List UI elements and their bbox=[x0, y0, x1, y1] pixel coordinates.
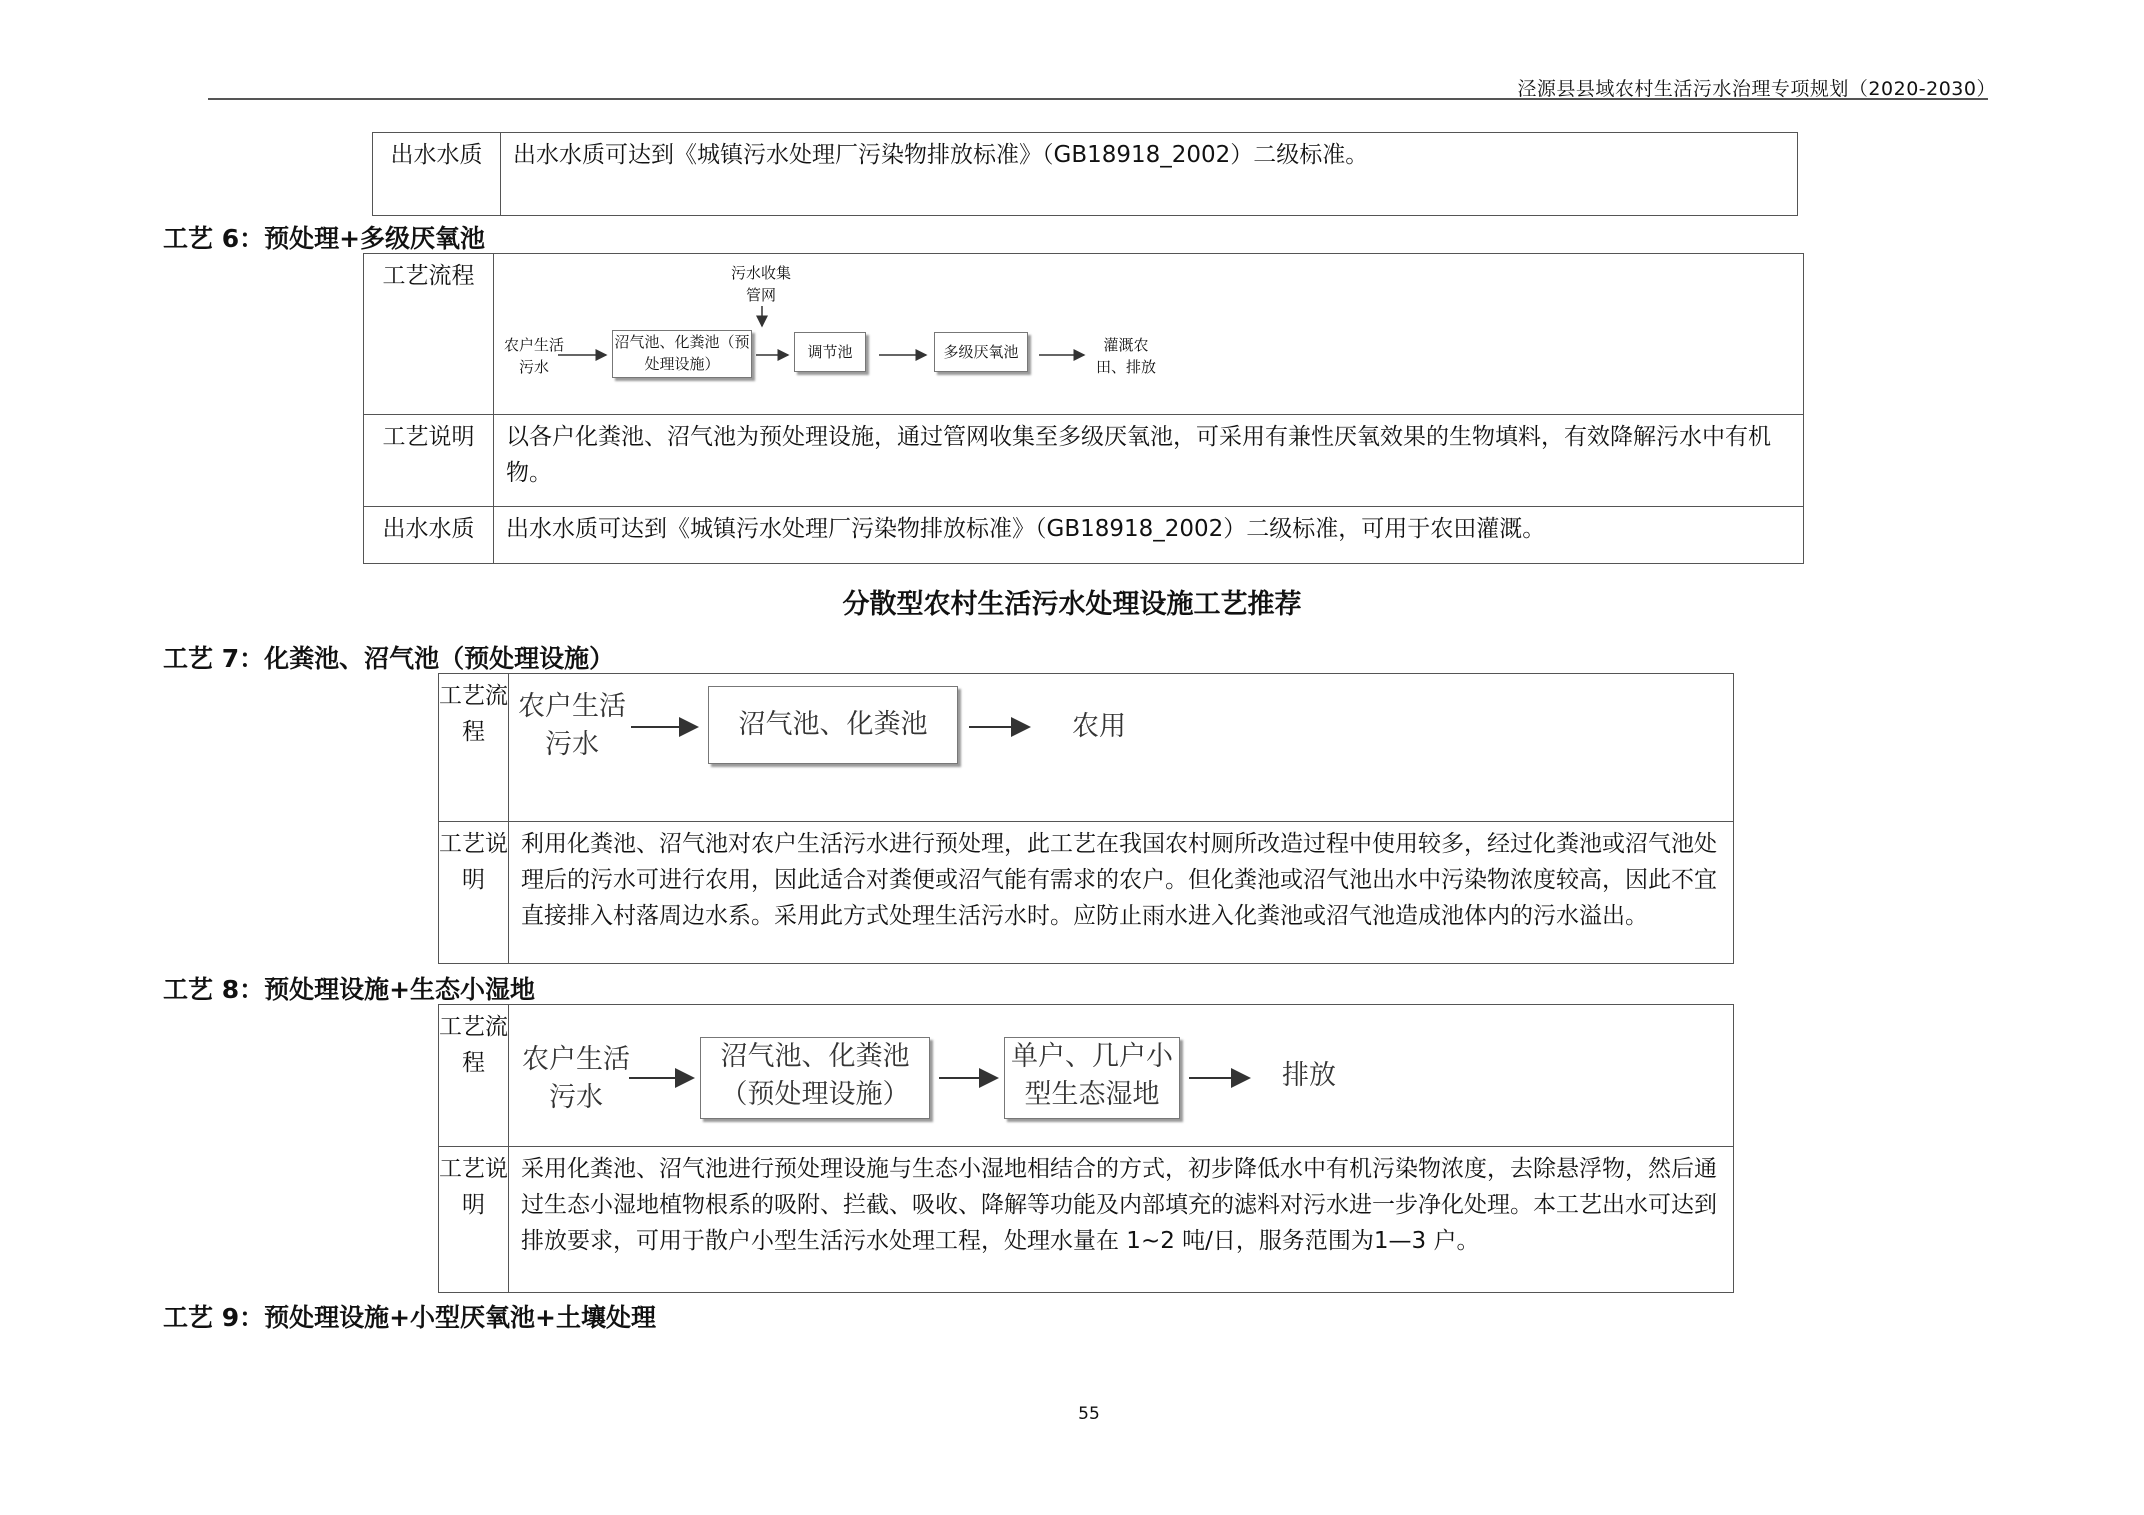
flow8-arrows bbox=[509, 1005, 1729, 1145]
process6-heading: 工艺 6：预处理+多级厌氧池 bbox=[163, 224, 486, 253]
process7-flow-label: 工艺流程 bbox=[439, 674, 509, 822]
header-rule bbox=[208, 98, 1988, 100]
document-header-title: 泾源县县域农村生活污水治理专项规划（2020-2030） bbox=[1517, 78, 1996, 100]
process8-desc-label: 工艺说明 bbox=[439, 1147, 509, 1293]
process6-desc-label: 工艺说明 bbox=[364, 415, 494, 507]
process6-table bbox=[363, 253, 1804, 564]
process9-heading: 工艺 9：预处理设施+小型厌氧池+土壤处理 bbox=[163, 1303, 656, 1332]
top-quality-text: 出水水质可达到《城镇污水处理厂污染物排放标准》（GB18918_2002）二级标准。 bbox=[501, 133, 1798, 216]
process8-desc: 采用化粪池、沼气池进行预处理设施与生态小湿地相结合的方式，初步降低水中有机污染物浓度，去除悬浮物，然后通过生态小湿地植物根系的吸附、拦截、吸收、降解等功能及内部填充的滤料对污水进一步净化处理。本工艺出水可达到排放要求，可用于散户小型生活污水处理工程，处理水量在 1~2 吨/日，服务范围为1—3 户。 bbox=[509, 1147, 1734, 1293]
page-number: 55 bbox=[1078, 1404, 1100, 1424]
flow8-box-pretreatment: 沼气池、化粪池（预处理设施） bbox=[700, 1037, 930, 1119]
flow6-arrows bbox=[494, 254, 1804, 414]
process7-desc: 利用化粪池、沼气池对农户生活污水进行预处理，此工艺在我国农村厕所改造过程中使用较多，经过化粪池或沼气池处理后的污水可进行农用，因此适合对粪便或沼气能有需求的农户。但化粪池或沼气池出水中污染物浓度较高，因此不宜直接排入村落周边水系。采用此方式处理生活污水时。应防止雨水进入化粪池或沼气池造成池体内的污水溢出。 bbox=[509, 822, 1734, 964]
flow8-box-wetland: 单户、几户小型生态湿地 bbox=[1004, 1037, 1180, 1119]
flow6-end: 灌溉农田、排放 bbox=[1095, 336, 1156, 376]
flow7-box-pretreatment: 沼气池、化粪池 bbox=[708, 686, 958, 764]
process8-flow-diagram bbox=[509, 1005, 1734, 1147]
process7-desc-label: 工艺说明 bbox=[439, 822, 509, 964]
process6-desc: 以各户化粪池、沼气池为预处理设施，通过管网收集至多级厌氧池，可采用有兼性厌氧效果的生物填料，有效降解污水中有机物。 bbox=[494, 415, 1804, 507]
process8-flow-label: 工艺流程 bbox=[439, 1005, 509, 1147]
flow7-source: 农户生活污水 bbox=[518, 691, 626, 760]
process7-heading: 工艺 7：化粪池、沼气池（预处理设施） bbox=[163, 644, 615, 673]
flow8-end: 排放 bbox=[1282, 1060, 1336, 1091]
flow6-box-regulating-tank: 调节池 bbox=[794, 332, 866, 372]
process8-heading: 工艺 8：预处理设施+生态小湿地 bbox=[163, 975, 536, 1004]
flow6-pipe: 污水收集管网 bbox=[730, 264, 791, 304]
flow7-end: 农用 bbox=[1072, 711, 1126, 742]
process6-flow-label: 工艺流程 bbox=[364, 254, 494, 415]
top-quality-table bbox=[372, 132, 1798, 216]
flow6-box-pretreatment: 沼气池、化粪池（预处理设施） bbox=[612, 330, 752, 378]
section-title: 分散型农村生活污水处理设施工艺推荐 bbox=[842, 589, 1302, 620]
flow6-box-multistage-anaerobic: 多级厌氧池 bbox=[934, 332, 1028, 372]
process6-quality: 出水水质可达到《城镇污水处理厂污染物排放标准》（GB18918_2002）二级标准，可用于农田灌溉。 bbox=[494, 507, 1804, 564]
flow7-arrows bbox=[509, 674, 1729, 814]
flow8-source: 农户生活污水 bbox=[522, 1044, 630, 1113]
top-quality-label: 出水水质 bbox=[373, 133, 501, 216]
flow6-source: 农户生活污水 bbox=[504, 336, 565, 376]
process6-quality-label: 出水水质 bbox=[364, 507, 494, 564]
process7-flow-diagram bbox=[509, 674, 1734, 822]
process6-flow-diagram bbox=[494, 254, 1804, 415]
process7-table bbox=[438, 673, 1734, 964]
process8-table bbox=[438, 1004, 1734, 1293]
